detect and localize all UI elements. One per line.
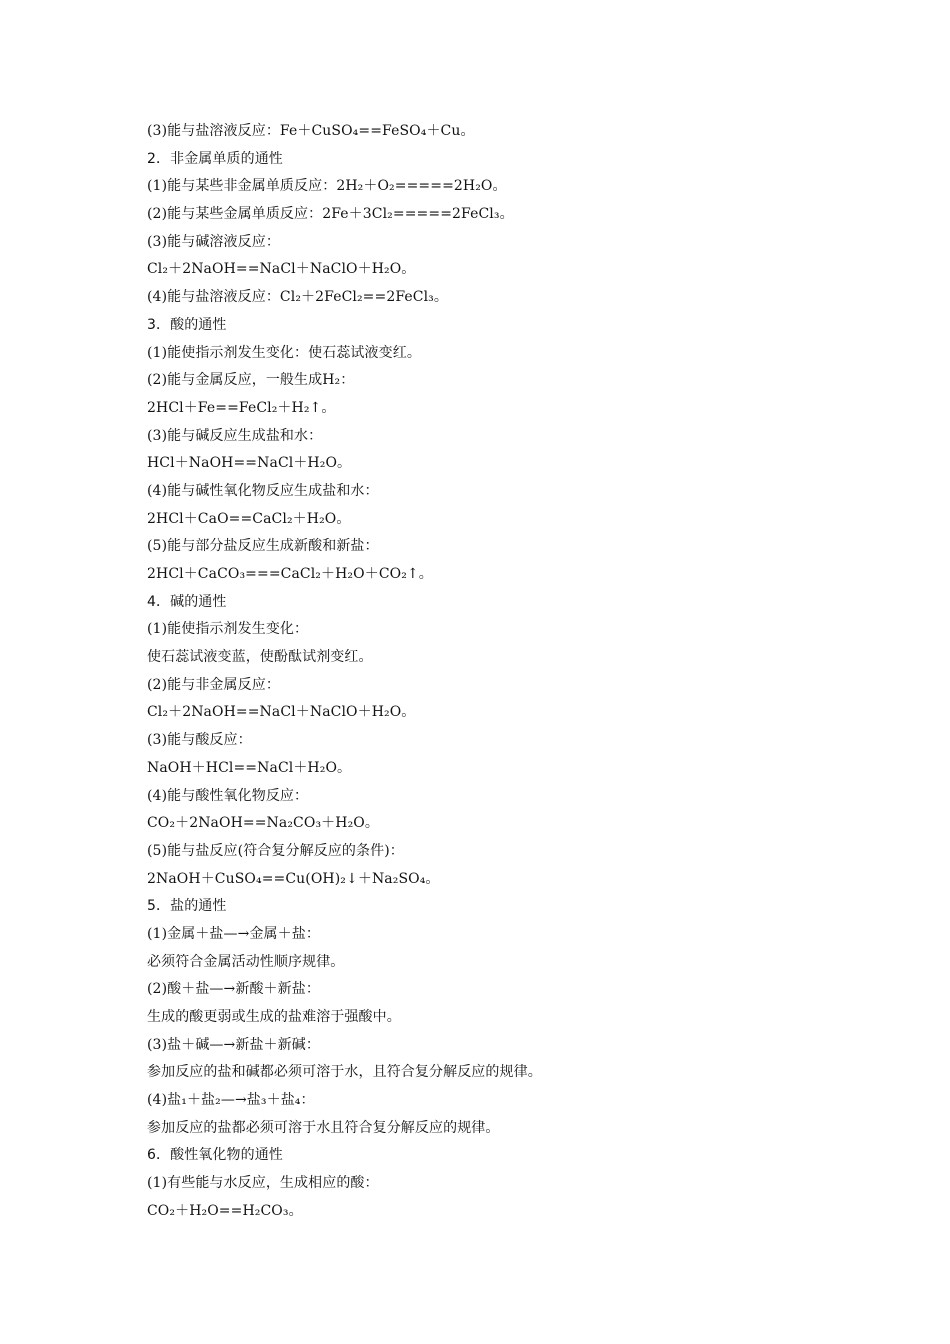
text-line: (2)能与金属反应，一般生成H₂： [147, 372, 355, 389]
text-line: (4)能与酸性氧化物反应： [147, 787, 309, 804]
text-line: (2)能与某些金属单质反应：2Fe＋3Cl₂=====2FeCl₃。 [147, 206, 514, 223]
text-line: (1)能使指示剂发生变化： [147, 621, 309, 638]
text-line: (1)金属＋盐—→金属＋盐： [147, 925, 320, 942]
equation-line: CO₂＋2NaOH==Na₂CO₃＋H₂O。 [147, 815, 379, 832]
text-line: (5)能与盐反应(符合复分解反应的条件)： [147, 842, 404, 859]
text-line: 使石蕊试液变蓝，使酚酞试剂变红。 [147, 649, 373, 666]
text-line: (3)能与酸反应： [147, 732, 252, 749]
document-body [147, 118, 847, 1226]
section-heading: 2．非金属单质的通性 [147, 150, 283, 167]
text-line: 参加反应的盐都必须可溶于水且符合复分解反应的规律。 [147, 1119, 500, 1136]
text-line: (3)能与碱溶液反应： [147, 233, 280, 250]
text-line: (5)能与部分盐反应生成新酸和新盐： [147, 538, 379, 555]
equation-line: HCl＋NaOH==NaCl＋H₂O。 [147, 455, 352, 472]
equation-line: 2HCl＋CaCO₃===CaCl₂＋H₂O＋CO₂↑。 [147, 566, 433, 582]
text-line: (3)能与盐溶液反应：Fe＋CuSO₄==FeSO₄＋Cu。 [147, 123, 475, 139]
equation-line: Cl₂＋2NaOH==NaCl＋NaClO＋H₂O。 [147, 261, 416, 278]
equation-line: Cl₂＋2NaOH==NaCl＋NaClO＋H₂O。 [147, 704, 416, 721]
equation-line: 2HCl＋CaO==CaCl₂＋H₂O。 [147, 510, 351, 527]
section-heading: 6．酸性氧化物的通性 [147, 1147, 283, 1164]
text-line: (4)能与盐溶液反应：Cl₂＋2FeCl₂==2FeCl₃。 [147, 289, 448, 306]
equation-line: NaOH＋HCl==NaCl＋H₂O。 [147, 759, 352, 776]
text-line: 生成的酸更弱或生成的盐难溶于强酸中。 [147, 1009, 401, 1025]
section-heading: 5．盐的通性 [147, 898, 227, 915]
text-line: 参加反应的盐和碱都必须可溶于水，且符合复分解反应的规律。 [147, 1064, 542, 1081]
equation-line: CO₂＋H₂O==H₂CO₃。 [147, 1202, 303, 1219]
text-line: (2)能与非金属反应： [147, 676, 280, 693]
equation-line: 2NaOH＋CuSO₄==Cu(OH)₂↓＋Na₂SO₄。 [147, 870, 440, 887]
text-line: (3)盐＋碱—→新盐＋新碱： [147, 1036, 320, 1053]
text-line: (4)能与碱性氧化物反应生成盐和水： [147, 482, 379, 499]
equation-line: 2HCl＋Fe==FeCl₂＋H₂↑。 [147, 399, 336, 416]
text-line: (1)能使指示剂发生变化：使石蕊试液变红。 [147, 344, 421, 361]
section-heading: 3．酸的通性 [147, 316, 227, 333]
text-line: (4)盐₁＋盐₂—→盐₃＋盐₄： [147, 1092, 315, 1109]
text-line: (1)有些能与水反应，生成相应的酸： [147, 1175, 379, 1192]
text-line: 必须符合金属活动性顺序规律。 [147, 953, 345, 970]
text-line: (3)能与碱反应生成盐和水： [147, 427, 323, 444]
text-line: (2)酸＋盐—→新酸＋新盐： [147, 981, 320, 998]
section-heading: 4．碱的通性 [147, 593, 227, 610]
text-line: (1)能与某些非金属单质反应：2H₂＋O₂=====2H₂O。 [147, 178, 507, 195]
